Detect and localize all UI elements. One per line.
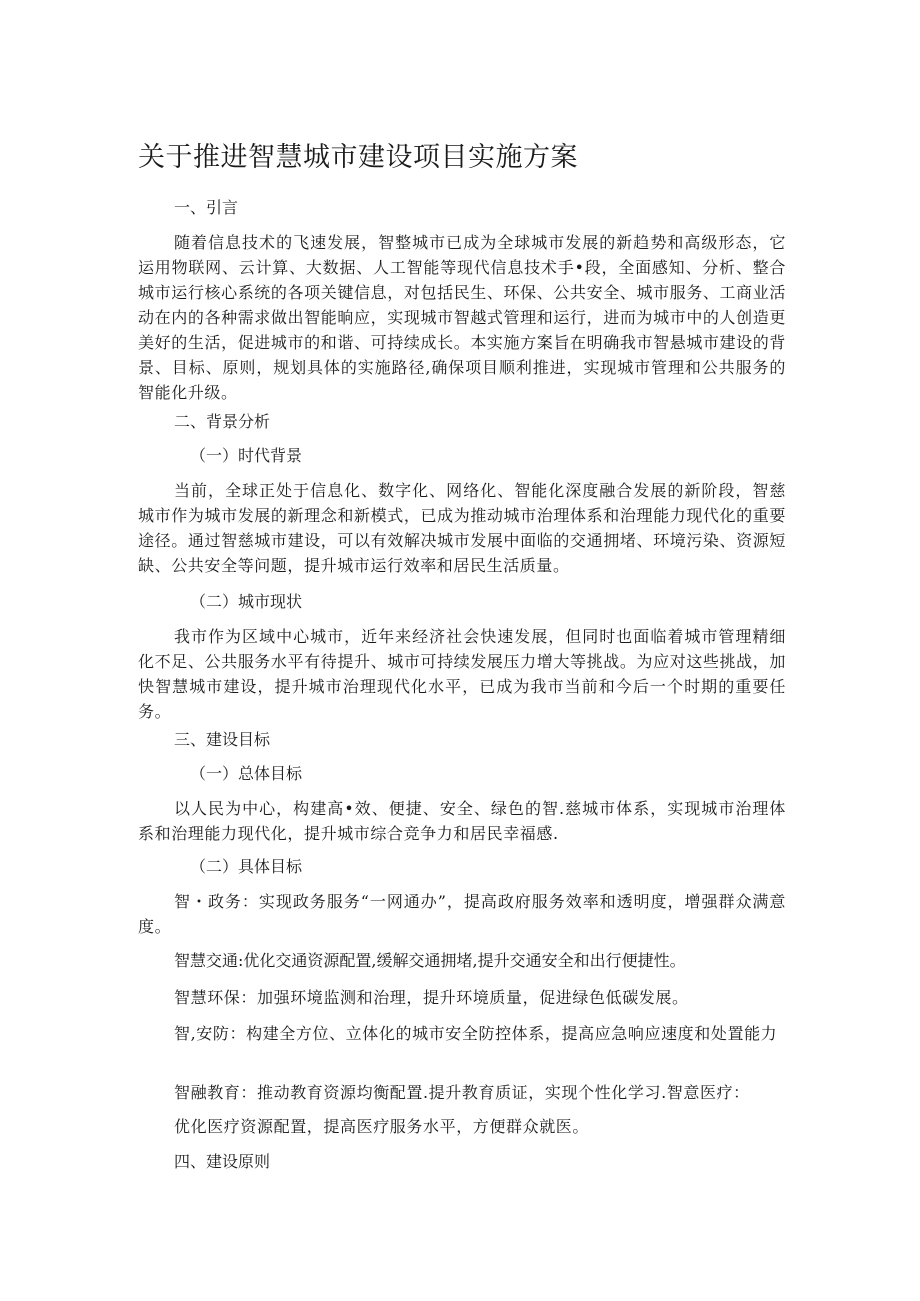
subsection-heading-era-background: （一）时代背景: [190, 446, 303, 465]
goal-item-healthcare: 优化医疗资源配置，提高医疗服务水平，方便群众就医。: [174, 1117, 590, 1136]
section-heading-goals: 三、建设目标: [174, 730, 271, 749]
paragraph-city-status: 我市作为区域中心城市，近年来经济社会快速发展，但同时也面临着城市管理精细化不足、公共服务水平有待提升、城市可持续发展压力增大等挑战。为应对这些挑战，加快智慧城市建设，提升城市治理现代化水平，已成为我市当前和今后一个时期的重要任务。: [138, 627, 786, 721]
goal-item-education-health: 智融教育：推动教育资源均衡配置.提升教育质证，实现个性化学习.智意医疗：: [174, 1083, 750, 1102]
goal-item-government: 智・政务：实现政务服务“一网通办”，提高政府服务效率和透明度，增强群众满意度。: [138, 892, 786, 936]
section-heading-principles: 四、建设原则: [174, 1152, 271, 1171]
subsection-heading-specific-goals: （二）具体目标: [190, 857, 303, 876]
subsection-heading-city-status: （二）城市现状: [190, 592, 303, 611]
paragraph-overall-goal: 以人民为中心，构建高•效、便捷、安全、绿色的智.慈城市体系，实现城市治理体系和治理能力现代化，提升城市综合竞争力和居民幸福感.: [138, 799, 786, 843]
section-heading-introduction: 一、引言: [174, 198, 239, 217]
section-heading-background: 二、背景分析: [174, 412, 271, 431]
goal-item-transport: 智慧交通:优化交通资源配置,缓解交通拥堵,提升交通安全和出行便捷性。: [174, 951, 686, 970]
goal-item-environment: 智慧环保：加强环境监测和治理，提升环境质量，促进绿色低碳发展。: [174, 988, 689, 1007]
paragraph-era-background: 当前，全球正处于信息化、数字化、网络化、智能化深度融合发展的新阶段，智慈城市作为城市发展的新理念和新模式，已成为推动城市治理体系和治理能力现代化的重要途径。通过智慈城市建设，可以有效解决城市发展中面临的交通拥堵、环境污染、资源短缺、公共安全等问题，提升城市运行效率和居民生活质量。: [138, 481, 786, 575]
document-title: 关于推进智慧城市建设项目实施方案: [138, 142, 578, 173]
goal-item-security: 智,安防：构建全方位、立体化的城市安全防控体系，提高应急响应速度和处置能力: [174, 1024, 778, 1043]
subsection-heading-overall-goal: （一）总体目标: [190, 764, 303, 783]
paragraph-introduction: 随着信息技术的飞速发展，智整城市已成为全球城市发展的新趋势和高级形态，它运用物联网、云计算、大数据、人工智能等现代信息技术手•段，全面感知、分析、整合城市运行核心系统的各项关键信息，对包括民生、环保、公共安全、城市服务、工商业活动在内的各种需求做出智能晌应，实现城市智越式管理和运行，进而为城市中的人创造更美好的生活，促进城市的和谐、可持续成长。本实施方案旨在明确我市智悬城市建设的背景、目标、原则，规划具体的实施路径,确保项目顺利推进，实现城市管理和公共服务的智能化升级。: [138, 233, 786, 402]
